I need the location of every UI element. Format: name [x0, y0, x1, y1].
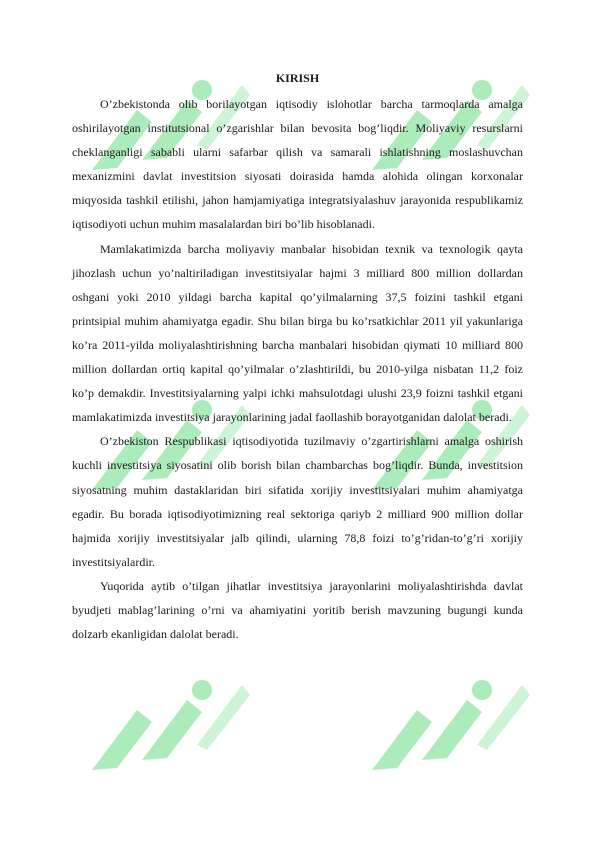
- paragraph-4: Yuqorida aytib o’tilgan jihatlar investitsiya jarayonlarini moliyalashtirishda davlat byudjeti mablag’larining o’rni va ahamiyatini yoritib berish mavzuning bugungi kunda dolzarb ekanligidan dalolat beradi.: [72, 578, 523, 642]
- paragraph-1: O’zbekistonda olib borilayotgan iqtisodiy islohotlar barcha tarmoqlarda amalga oshirilayotgan institutsional o’zgarishlar bilan bevosita bog’liqdir. Moliyaviy resurslarni cheklanganligi sababli ularni safarbar qilish va samarali ishlatishning moslashuvchan mexanizmini davlat investitsion siyosati doirasida hamda alohida olingan korxonalar miqyosida tashkil etilishi, jahon hamjamiyatiga integratsiyalashuv jarayonida respublikamiz iqtisodiyoti uchun muhim masalalardan biri bo’lib hisoblanadi.: [72, 97, 523, 232]
- paragraph-2: Mamlakatimizda barcha moliyaviy manbalar hisobidan texnik va texnologik qayta jihozlash uchun yo’naltiriladigan investitsiyalar hajmi 3 milliard 800 million dollardan oshgani yoki 2010 yildagi barcha kapital qo’yilmalarning 37,5 foizini tashkil etgani printsipial muhim ahamiyatga egadir. Shu bilan birga bu ko’rsatkichlar 2011 yil yakunlariga ko’ra 2011-yilda moliyalashtirishning barcha manbalari hisobidan qiymati 10 milliard 800 million dollardan ortiq kapital qo’yilmalar o’zlashtirildi, bu 2010-yilga nisbatan 11,2 foiz ko’p demakdir. Investitsiyalarning yalpi ichki mahsulotdagi ulushi 23,9 foizni tashkil etgani mamlakatimizda investitsiya jarayonlarining jadal faollashib borayotganidan dalolat beradi.: [72, 241, 523, 425]
- document-title: KIRISH: [275, 71, 320, 85]
- watermark-logo-icon: [82, 650, 252, 800]
- document-body: [72, 70, 523, 646]
- paragraph-3: O’zbekiston Respublikasi iqtisodiyotida tuzilmaviy o’zgartirishlarni amalga oshirish kuchli investitsiya siyosatini olib borish bilan chambarchas bog’liqdir. Bunda, investitsion siyosatning muhim dastaklaridan biri sifatida xorijiy investitsiyalari muhim ahamiyatga egadir. Bu borada iqtisodiyotimizning real sektoriga qariyb 2 milliard 900 million dollar hajmida xorijiy investitsiyalar jalb qilindi, ularning 78,8 foizi to’g’ridan-to’g’ri xorijiy investitsiyalardir.: [72, 434, 523, 569]
- watermark-logo-icon: [362, 650, 532, 800]
